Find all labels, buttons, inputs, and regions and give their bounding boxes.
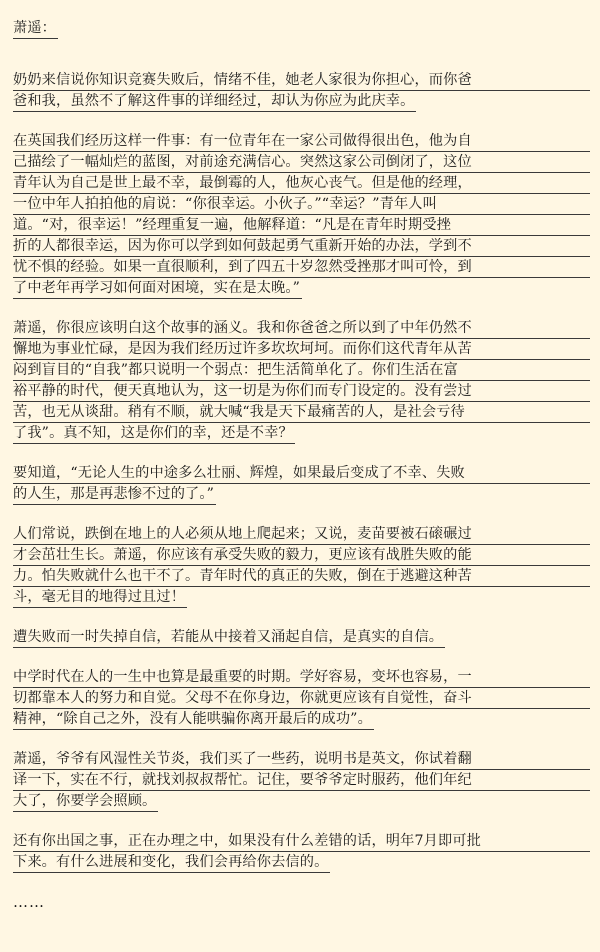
text-line: 裕平静的时代，便天真地认为，这一切是为你们而专门设定的。没有尝过 bbox=[13, 381, 590, 402]
paragraph-row bbox=[13, 667, 590, 688]
paragraph-row bbox=[13, 236, 590, 257]
text-line: 遭失败而一时失掉自信，若能从中接着又涌起自信，是真实的自信。 bbox=[13, 627, 445, 648]
paragraph-row bbox=[13, 131, 590, 152]
letter-salutation bbox=[13, 18, 590, 43]
salutation-line: 萧遥： bbox=[13, 18, 58, 39]
letter-paragraph bbox=[13, 831, 590, 877]
letter-paragraph bbox=[13, 131, 590, 303]
paragraph-row bbox=[13, 791, 590, 816]
text-line: 爸和我，虽然不了解这件事的详细经过，却认为你应为此庆幸。 bbox=[13, 91, 416, 112]
paragraph-row bbox=[13, 194, 590, 215]
paragraph-row bbox=[13, 463, 590, 484]
paragraph-row bbox=[13, 173, 590, 194]
text-line: 精神，“除自己之外，没有人能哄骗你离开最后的成功”。 bbox=[13, 709, 374, 730]
paragraph-row bbox=[13, 831, 590, 852]
text-line: 己描绘了一幅灿烂的蓝图，对前途充满信心。突然这家公司倒闭了，这位 bbox=[13, 152, 590, 173]
paragraph-row bbox=[13, 627, 590, 652]
text-line: 还有你出国之事，正在办理之中，如果没有什么差错的话，明年7月即可批 bbox=[13, 831, 590, 852]
letter-paragraph bbox=[13, 749, 590, 816]
text-line: 了中老年再学习如何面对困境，实在是太晚。” bbox=[13, 278, 302, 299]
letter-paragraph bbox=[13, 667, 590, 734]
text-line: 力。怕失败就什么也干不了。青年时代的真正的失败，倒在于逃避这种苦 bbox=[13, 566, 590, 587]
paragraph-row bbox=[13, 70, 590, 91]
text-line: 道。“对，很幸运！”经理重复一遍，他解释道：“凡是在青年时期受挫 bbox=[13, 215, 590, 236]
text-line: 折的人都很幸运，因为你可以学到如何鼓起勇气重新开始的办法，学到不 bbox=[13, 236, 590, 257]
text-line: 青年认为自己是世上最不幸，最倒霉的人，他灰心丧气。但是他的经理， bbox=[13, 173, 590, 194]
paragraph-row bbox=[13, 278, 590, 303]
letter-paragraph bbox=[13, 463, 590, 509]
text-line: 大了，你要学会照顾。 bbox=[13, 791, 158, 812]
text-line: 懈地为事业忙碌，是因为我们经历过许多坎坎坷坷。而你们这代青年从苦 bbox=[13, 339, 590, 360]
paragraph-row bbox=[13, 339, 590, 360]
text-line: 苦，也无从谈甜。稍有不顺，就大喊“我是天下最痛苦的人，是社会亏待 bbox=[13, 402, 590, 423]
paragraph-row bbox=[13, 91, 590, 116]
text-line: 萧遥，你很应该明白这个故事的涵义。我和你爸爸之所以到了中年仍然不 bbox=[13, 318, 590, 339]
text-line: 奶奶来信说你知识竞赛失败后，情绪不佳，她老人家很为你担心，而你爸 bbox=[13, 70, 590, 91]
text-line: 闷到盲目的“自我”都只说明一个弱点：把生活简单化了。你们生活在富 bbox=[13, 360, 590, 381]
letter-body bbox=[13, 70, 590, 877]
paragraph-row bbox=[13, 152, 590, 173]
paragraph-row bbox=[13, 709, 590, 734]
text-line: 的人生，那是再悲惨不过的了。” bbox=[13, 484, 216, 505]
text-line: 才会茁壮生长。萧遥，你应该有承受失败的毅力，更应该有战胜失败的能 bbox=[13, 545, 590, 566]
paragraph-row bbox=[13, 402, 590, 423]
paragraph-row bbox=[13, 318, 590, 339]
paragraph-row bbox=[13, 423, 590, 448]
paragraph-row bbox=[13, 524, 590, 545]
paragraph-row bbox=[13, 852, 590, 877]
text-line: 萧遥，爷爷有风湿性关节炎，我们买了一些药，说明书是英文，你试着翻 bbox=[13, 749, 590, 770]
text-line: 斗，毫无目的地得过且过！ bbox=[13, 587, 187, 608]
text-line: 忧不惧的经验。如果一直很顺利，到了四五十岁忽然受挫那才叫可怜，到 bbox=[13, 257, 590, 278]
text-line: 译一下，实在不行，就找刘叔叔帮忙。记住，要爷爷定时服药，他们年纪 bbox=[13, 770, 590, 791]
paragraph-row bbox=[13, 749, 590, 770]
letter-paragraph bbox=[13, 524, 590, 612]
text-line: 在英国我们经历这样一件事：有一位青年在一家公司做得很出色，他为自 bbox=[13, 131, 590, 152]
paragraph-row bbox=[13, 587, 590, 612]
paragraph-row bbox=[13, 545, 590, 566]
paragraph-row bbox=[13, 770, 590, 791]
paragraph-row bbox=[13, 688, 590, 709]
paragraph-row bbox=[13, 360, 590, 381]
text-line: 了我”。真不知，这是你们的幸，还是不幸？ bbox=[13, 423, 295, 444]
paragraph-row bbox=[13, 381, 590, 402]
letter-paragraph bbox=[13, 70, 590, 116]
paragraph-row bbox=[13, 484, 590, 509]
text-line: 中学时代在人的一生中也算是最重要的时期。学好容易，变坏也容易，一 bbox=[13, 667, 590, 688]
paragraph-row bbox=[13, 566, 590, 587]
letter-paragraph bbox=[13, 318, 590, 448]
text-line: 人们常说，跌倒在地上的人必须从地上爬起来；又说，麦苗要被石磙碾过 bbox=[13, 524, 590, 545]
paragraph-row bbox=[13, 257, 590, 278]
text-line: 一位中年人拍拍他的肩说：“你很幸运。小伙子。”“幸运？”青年人叫 bbox=[13, 194, 590, 215]
paragraph-row bbox=[13, 215, 590, 236]
text-line: 下来。有什么进展和变化，我们会再给你去信的。 bbox=[13, 852, 330, 873]
text-line: 要知道，“无论人生的中途多么壮丽、辉煌，如果最后变成了不幸、失败 bbox=[13, 463, 590, 484]
letter-paragraph bbox=[13, 627, 590, 652]
text-line: 切都靠本人的努力和自觉。父母不在你身边，你就更应该有自觉性，奋斗 bbox=[13, 688, 590, 709]
letter-closing-ellipsis: …… bbox=[13, 893, 45, 911]
